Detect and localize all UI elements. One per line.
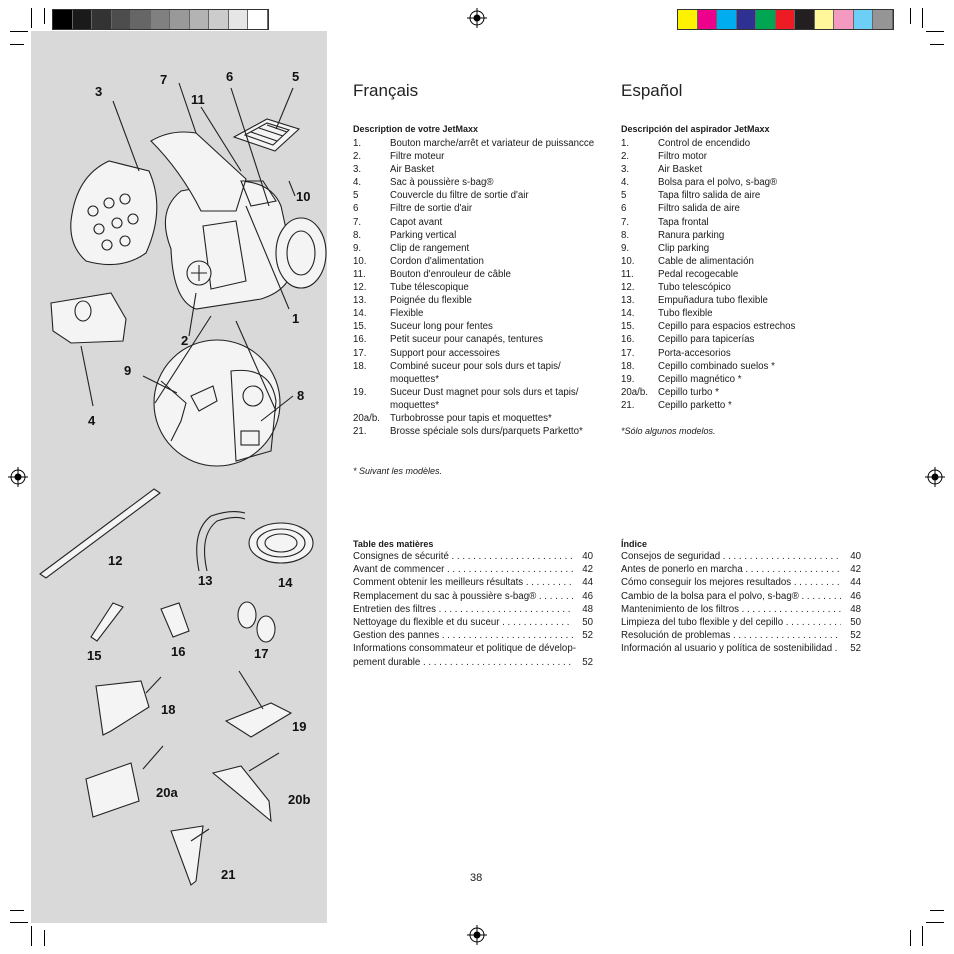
label-6: 6 <box>226 69 234 84</box>
toc-entry-page: 44 <box>582 577 593 589</box>
list-item <box>353 255 595 268</box>
toc-entry <box>353 629 593 642</box>
label-4: 4 <box>88 413 96 428</box>
item-number: 10. <box>621 255 635 267</box>
item-number: 18. <box>621 360 635 372</box>
toc-entry-title: Consejos de seguridad . . . <box>621 550 841 563</box>
label-13: 13 <box>198 573 213 588</box>
list-item <box>353 360 595 386</box>
list-item <box>353 281 595 294</box>
toc-entry <box>353 550 593 563</box>
toc-entry-page: 42 <box>850 564 861 576</box>
item-number: 6 <box>353 203 359 215</box>
toc-entry-title-continued: pement durable . . . <box>353 656 573 669</box>
item-text: Cepillo para espacios estrechos <box>658 321 796 333</box>
item-number: 19. <box>353 386 367 398</box>
toc-entry <box>621 550 861 563</box>
item-text: Tubo telescópico <box>658 282 731 294</box>
item-number: 2. <box>621 151 630 163</box>
toc-entry-title: Informations consommateur et politique de dévelop- <box>353 643 576 655</box>
item-text: Tube télescopique <box>390 282 469 294</box>
vacuum-parts-illustration <box>31 31 327 923</box>
calibration-swatch <box>717 10 737 29</box>
item-text: Filtre moteur <box>390 151 445 163</box>
toc-entry-title: Consignes de sécurité . . . <box>353 550 573 563</box>
french-toc-title: Table des matières <box>353 539 434 549</box>
item-number: 20a/b. <box>621 386 648 398</box>
item-number: 2. <box>353 151 362 163</box>
item-number: 9. <box>621 242 630 254</box>
toc-entry-page: 50 <box>850 617 861 629</box>
item-number: 1. <box>353 138 362 149</box>
toc-entry-page: 46 <box>850 590 861 602</box>
item-number: 21. <box>621 399 635 411</box>
toc-entry-page: 52 <box>582 630 593 642</box>
item-text: Petit suceur pour canapés, tentures <box>390 334 543 346</box>
item-text: Cepillo combinado suelos * <box>658 360 775 372</box>
item-number: 4. <box>621 177 630 189</box>
label-16: 16 <box>171 644 186 659</box>
item-number: 6 <box>621 203 627 215</box>
toc-entry-title: Resolución de problemas . . . <box>621 629 841 642</box>
toc-entry-title: Nettoyage du flexible et du suceur . . . <box>353 616 573 629</box>
toc-entry-title: Cambio de la bolsa para el polvo, s-bag® . . . <box>621 590 841 603</box>
item-number: 3. <box>353 164 362 176</box>
calibration-swatch <box>815 10 835 29</box>
toc-entry <box>621 616 861 629</box>
item-number: 14. <box>353 308 367 320</box>
toc-entry-page: 52 <box>850 643 861 655</box>
label-11: 11 <box>191 92 205 107</box>
upholstery-tool-drawing <box>161 603 189 637</box>
list-item <box>621 229 863 242</box>
turbo-brush-a-drawing <box>86 763 139 817</box>
item-text: Bouton marche/arrêt et variateur de puissancce <box>390 138 595 149</box>
item-number: 8. <box>621 229 630 241</box>
filter-cover-drawing <box>234 119 299 151</box>
item-text: Parking vertical <box>390 229 457 241</box>
item-text: Filtro salida de aire <box>658 203 740 215</box>
calibration-swatch <box>170 10 190 29</box>
label-18: 18 <box>161 702 176 717</box>
accessory-holder-drawing <box>238 602 275 642</box>
toc-entry <box>621 629 861 642</box>
toc-entry <box>353 563 593 576</box>
list-item <box>621 202 863 215</box>
label-3: 3 <box>95 84 103 99</box>
list-item <box>353 268 595 281</box>
list-item <box>621 189 863 202</box>
french-heading: Français <box>353 81 419 100</box>
spanish-models-note: *Sólo algunos modelos. <box>621 426 716 436</box>
item-text: Sac à poussière s-bag® <box>390 177 494 189</box>
turbo-brush-b-drawing <box>213 766 271 821</box>
french-table-of-contents <box>353 550 593 669</box>
grayscale-calibration-bar <box>52 9 269 30</box>
calibration-swatch <box>112 10 132 29</box>
calibration-swatch <box>73 10 93 29</box>
toc-entry-page: 50 <box>582 617 593 629</box>
toc-entry <box>621 576 861 589</box>
toc-entry <box>621 642 861 655</box>
toc-entry <box>353 576 593 589</box>
spanish-table-of-contents <box>621 550 861 656</box>
item-number: 4. <box>353 177 362 189</box>
calibration-swatch <box>131 10 151 29</box>
item-text: Clip parking <box>658 242 710 254</box>
list-item <box>621 399 863 412</box>
item-text: Cable de alimentación <box>658 255 754 267</box>
list-item <box>621 150 863 163</box>
item-text: Filtro motor <box>658 151 707 163</box>
item-text: Couvercle du filtre de sortie d'air <box>390 190 529 202</box>
list-item <box>621 137 863 150</box>
list-item <box>353 294 595 307</box>
item-text: Clip de rangement <box>390 242 470 254</box>
item-text: Cepillo parketto * <box>658 399 732 411</box>
list-item <box>621 320 863 333</box>
item-text: Bouton d'enrouleur de câble <box>390 268 511 280</box>
item-number: 20a/b. <box>353 412 380 424</box>
item-number: 15. <box>621 321 635 333</box>
registration-mark-right <box>925 467 945 487</box>
item-number: 15. <box>353 321 367 333</box>
spanish-description-title: Descripción del aspirador JetMaxx <box>621 124 770 134</box>
calibration-swatch <box>229 10 249 29</box>
item-text: Pedal recogecable <box>658 268 739 280</box>
color-calibration-bar <box>677 9 894 30</box>
label-14: 14 <box>278 575 293 590</box>
item-text: Cepillo turbo * <box>658 386 719 398</box>
item-text: Cepillo magnético * <box>658 373 742 385</box>
item-number: 18. <box>353 360 367 372</box>
item-number: 19. <box>621 373 635 385</box>
spanish-heading: Español <box>621 81 683 100</box>
toc-entry-title: Remplacement du sac à poussière s-bag® . . . <box>353 590 573 603</box>
spanish-toc-title: Índice <box>621 539 648 549</box>
toc-entry-page: 44 <box>850 577 861 589</box>
calibration-swatch <box>854 10 874 29</box>
calibration-swatch <box>248 10 268 29</box>
toc-entry <box>353 656 593 669</box>
toc-entry-title: Entretien des filtres . . . <box>353 603 573 616</box>
item-text: Bolsa para el polvo, s-bag® <box>658 177 778 189</box>
item-text: Ranura parking <box>658 229 725 241</box>
toc-entry-title: Limpieza del tubo flexible y del cepillo . . . <box>621 616 841 629</box>
toc-entry-page: 42 <box>582 564 593 576</box>
vacuum-body-drawing <box>151 132 326 309</box>
parketto-brush-drawing <box>171 826 203 885</box>
list-item <box>621 216 863 229</box>
toc-entry <box>353 616 593 629</box>
item-text: Tapa frontal <box>658 216 709 228</box>
list-item <box>621 281 863 294</box>
item-text: Porta-accesorios <box>658 347 731 359</box>
calibration-swatch <box>834 10 854 29</box>
item-number: 21. <box>353 426 367 438</box>
calibration-swatch <box>756 10 776 29</box>
item-number: 13. <box>353 295 367 307</box>
item-text: Flexible <box>390 308 424 320</box>
item-text: Cepillo para tapicerías <box>658 334 755 346</box>
registration-mark-left <box>8 467 28 487</box>
item-text: Capot avant <box>390 216 443 228</box>
list-item <box>353 176 595 189</box>
detail-zoom-circle <box>154 340 280 466</box>
calibration-swatch <box>737 10 757 29</box>
toc-entry-page: 52 <box>582 656 593 668</box>
registration-mark-top <box>467 8 487 28</box>
list-item <box>353 333 595 346</box>
label-20a: 20a <box>156 785 178 800</box>
dust-bag-drawing <box>51 293 126 343</box>
item-text: Control de encendido <box>658 138 751 149</box>
label-8: 8 <box>297 388 305 403</box>
calibration-swatch <box>151 10 171 29</box>
item-number: 16. <box>621 334 635 346</box>
toc-entry <box>621 590 861 603</box>
list-item <box>621 294 863 307</box>
item-number: 17. <box>353 347 367 359</box>
calibration-swatch <box>698 10 718 29</box>
item-text: Poignée du flexible <box>390 295 472 307</box>
list-item <box>353 242 595 255</box>
list-item <box>621 333 863 346</box>
list-item <box>353 137 595 150</box>
item-text: Air Basket <box>658 164 703 176</box>
list-item <box>353 307 595 320</box>
item-number: 8. <box>353 229 362 241</box>
item-text: Brosse spéciale sols durs/parquets Parketto* <box>390 426 583 438</box>
item-number: 13. <box>621 295 635 307</box>
list-item <box>353 425 595 438</box>
list-item <box>353 189 595 202</box>
calibration-swatch <box>795 10 815 29</box>
item-text: Combiné suceur pour sols durs et tapis/ moquettes* <box>390 360 561 385</box>
list-item <box>353 216 595 229</box>
item-text: Suceur long pour fentes <box>390 321 493 333</box>
spanish-parts-list <box>621 137 863 412</box>
toc-entry-title: Gestion des pannes . . . <box>353 629 573 642</box>
label-15: 15 <box>87 648 102 663</box>
list-item <box>621 268 863 281</box>
list-item <box>353 202 595 215</box>
list-item <box>621 360 863 373</box>
label-19: 19 <box>292 719 307 734</box>
item-number: 3. <box>621 164 630 176</box>
list-item <box>621 242 863 255</box>
item-text: Empuñadura tubo flexible <box>658 295 768 307</box>
french-parts-list <box>353 137 595 438</box>
item-text: Suceur Dust magnet pour sols durs et tapis/ moquettes* <box>390 386 579 411</box>
item-number: 9. <box>353 242 362 254</box>
toc-entry-title: Comment obtenir les meilleurs résultats . . . <box>353 576 573 589</box>
item-number: 5 <box>353 190 359 202</box>
list-item <box>621 255 863 268</box>
registration-mark-bottom <box>467 925 487 945</box>
list-item <box>353 412 595 425</box>
item-text: Cordon d'alimentation <box>390 255 484 267</box>
label-2: 2 <box>181 333 189 348</box>
item-text: Tubo flexible <box>658 308 713 320</box>
item-number: 17. <box>621 347 635 359</box>
toc-entry <box>621 563 861 576</box>
label-12: 12 <box>108 553 123 568</box>
label-21: 21 <box>221 867 236 882</box>
calibration-swatch <box>678 10 698 29</box>
toc-entry-title: Mantenimiento de los filtros . . . <box>621 603 841 616</box>
item-number: 11. <box>621 268 634 280</box>
combination-nozzle-drawing <box>96 681 149 735</box>
list-item <box>621 386 863 399</box>
toc-entry <box>621 603 861 616</box>
crevice-tool-drawing <box>91 603 123 641</box>
toc-entry-title: Avant de commencer . . . <box>353 563 573 576</box>
calibration-swatch <box>776 10 796 29</box>
list-item <box>621 373 863 386</box>
item-number: 7. <box>621 216 630 228</box>
list-item <box>353 163 595 176</box>
item-number: 12. <box>353 282 367 294</box>
item-number: 11. <box>353 268 366 280</box>
hose-drawing <box>197 512 313 571</box>
item-text: Support pour accessoires <box>390 347 500 359</box>
item-text: Filtre de sortie d'air <box>390 203 473 215</box>
item-number: 16. <box>353 334 367 346</box>
toc-entry-title: Antes de ponerlo en marcha . . . <box>621 563 841 576</box>
page-number: 38 <box>470 872 483 884</box>
label-5: 5 <box>292 69 300 84</box>
list-item <box>353 229 595 242</box>
item-number: 7. <box>353 216 362 228</box>
item-text: Air Basket <box>390 164 435 176</box>
toc-entry-title: Información al usuario y política de sostenibilidad . . . <box>621 642 841 655</box>
french-models-note: * Suivant les modèles. <box>353 466 443 476</box>
label-10: 10 <box>296 189 311 204</box>
toc-entry-page: 46 <box>582 590 593 602</box>
calibration-swatch <box>92 10 112 29</box>
label-17: 17 <box>254 646 269 661</box>
toc-entry-page: 48 <box>850 603 861 615</box>
list-item <box>353 150 595 163</box>
label-9: 9 <box>124 363 132 378</box>
item-text: Turbobrosse pour tapis et moquettes* <box>390 412 552 424</box>
calibration-swatch <box>873 10 893 29</box>
list-item <box>353 386 595 412</box>
list-item <box>621 163 863 176</box>
list-item <box>621 347 863 360</box>
list-item <box>353 347 595 360</box>
calibration-swatch <box>190 10 210 29</box>
air-basket-drawing <box>71 161 157 265</box>
toc-entry <box>353 642 593 655</box>
toc-entry-page: 40 <box>850 551 861 562</box>
item-number: 5 <box>621 190 627 202</box>
item-number: 14. <box>621 308 635 320</box>
calibration-swatch <box>209 10 229 29</box>
telescopic-tube-drawing <box>40 489 160 578</box>
list-item <box>353 320 595 333</box>
dust-magnet-nozzle-drawing <box>226 703 291 737</box>
item-number: 1. <box>621 138 630 149</box>
item-number: 12. <box>621 282 635 294</box>
item-number: 10. <box>353 255 367 267</box>
list-item <box>621 176 863 189</box>
toc-entry <box>353 603 593 616</box>
toc-entry-title: Cómo conseguir los mejores resultados . . . <box>621 576 841 589</box>
label-7: 7 <box>160 72 168 87</box>
item-text: Tapa filtro salida de aire <box>658 190 761 202</box>
label-1: 1 <box>292 311 300 326</box>
label-20b: 20b <box>288 792 311 807</box>
toc-entry <box>353 590 593 603</box>
toc-entry-page: 48 <box>582 603 593 615</box>
toc-entry-page: 40 <box>582 551 593 562</box>
list-item <box>621 307 863 320</box>
french-description-title: Description de votre JetMaxx <box>353 124 479 134</box>
calibration-swatch <box>53 10 73 29</box>
toc-entry-page: 52 <box>850 630 861 642</box>
